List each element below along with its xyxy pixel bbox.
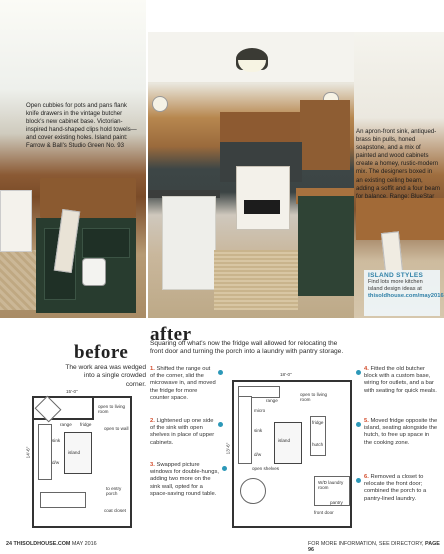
open-to-living-label: open to living room	[98, 404, 126, 414]
dw-label: d/w	[52, 460, 60, 465]
after-dim-top: 18'-0"	[280, 372, 292, 377]
island-styles-link[interactable]: thisoldhouse.com/may2016	[368, 293, 444, 300]
footer-right	[308, 541, 444, 553]
after-floor-plan	[232, 380, 352, 528]
laundry-label: W/D laundry room	[318, 480, 344, 490]
fridge-label: fridge	[80, 422, 92, 427]
callout-dot	[218, 370, 223, 375]
coat-closet-label: coat closet	[104, 508, 126, 513]
butcher-block	[40, 178, 136, 218]
hutch-label: hutch	[312, 442, 324, 447]
sink-label: sink	[254, 428, 263, 433]
callout-dot	[218, 422, 223, 427]
page-number: 24	[6, 541, 12, 547]
callout-dot	[356, 370, 361, 375]
before-title: before	[74, 342, 129, 363]
island-styles-title: ISLAND STYLES	[368, 272, 424, 279]
footer-left	[6, 541, 97, 547]
range-stove	[236, 166, 290, 230]
before-dek: The work area was wedged into a single crowded corner.	[65, 364, 146, 388]
pantry-label: pantry	[330, 500, 343, 505]
micro-label: micro	[254, 408, 266, 413]
open-to-wall-label: open to wall	[104, 426, 129, 431]
porch-label: to entry porch	[106, 486, 122, 496]
step-1: 1. Shifted the range out of the corner, slid the microwave in, and moved the fridge for more counter space.	[150, 366, 216, 401]
range-label: range	[60, 422, 72, 427]
step-6: 6. Removed a closet to relocate the front door; combined the porch to a pantry-lined laundry.	[364, 474, 427, 502]
photo-caption-left: Open cubbies for pots and pans flank knife drawers in the vintage butcher block's new cabinet base. Victorian-inspired hand-shaped clips hold towels—and cover existing holes. Island paint: Farrow & Ball's Studio Green No. 93	[26, 102, 137, 150]
round-table	[240, 478, 266, 504]
photo-caption-right: An apron-front sink, antiqued-brass bin pulls, honed soapstone, and a mix of painted and wood cabinets create a homey, rustic-modern mix. The designers boxed in an existing ceiling beam, adding a soffit and a four beam for balance. Range: BlueStar	[356, 128, 440, 200]
issue-date: MAY 2016	[71, 541, 97, 547]
island-label: island	[278, 438, 291, 443]
sink-counter	[238, 396, 252, 464]
island	[274, 422, 302, 464]
range-hood	[220, 112, 302, 142]
pendant-light	[152, 96, 168, 112]
directory-text: FOR MORE INFORMATION, SEE DIRECTORY,	[308, 541, 424, 547]
butcher-block	[356, 198, 444, 240]
callout-dot	[222, 466, 227, 471]
table	[40, 492, 86, 508]
counter	[38, 424, 52, 480]
sink-label: sink	[52, 438, 61, 443]
apron-sink-cabinet	[162, 196, 216, 290]
callout-dot	[356, 478, 361, 483]
oven-window	[244, 200, 280, 214]
step-2: 2. Lightened up one side of the sink with open shelves in place of upper cabinets.	[150, 418, 215, 446]
directory-page: PAGE 96	[308, 541, 440, 553]
step-5: 5. Moved fridge opposite the island, seating alongside the hutch, to free up space in the cooking zone.	[364, 418, 438, 446]
open-to-living-label: open to living room	[300, 392, 328, 402]
front-door-label: front door	[314, 510, 334, 515]
fridge-label: fridge	[312, 420, 324, 425]
island-styles-box	[364, 270, 444, 316]
step-4: 4. Fitted the old butcher block with a custom base, wiring for outlets, and a bar with seating for quick meals.	[364, 366, 437, 394]
island-label: island	[68, 450, 81, 455]
after-dek: Squaring off what's now the fridge wall allowed for relocating the front door and turning the porch into a laundry with pantry storage.	[150, 340, 344, 356]
pot	[82, 258, 106, 286]
step-3: 3. Swapped picture windows for double-hungs, adding two more on the sink wall, opted for a space-saving round table.	[150, 462, 219, 497]
after-title: after	[150, 324, 192, 345]
before-floor-plan	[32, 396, 132, 528]
wall-cabinet	[300, 100, 350, 170]
callout-dot	[356, 422, 361, 427]
after-dim-side: 13'-6"	[225, 442, 231, 455]
dw-label: d/w	[254, 452, 262, 457]
range-label: range	[266, 398, 278, 403]
island-styles-body: Find lots more kitchen island design ideas at	[368, 279, 423, 293]
range-photo	[0, 190, 32, 252]
open-shelves-label: open shelves	[252, 466, 280, 471]
before-dim-top: 15'-0"	[66, 389, 78, 394]
green-island	[298, 196, 354, 296]
rug	[214, 250, 298, 310]
before-dim-side: 14'-6"	[25, 446, 31, 459]
site-name: THISOLDHOUSE.COM	[13, 541, 71, 547]
